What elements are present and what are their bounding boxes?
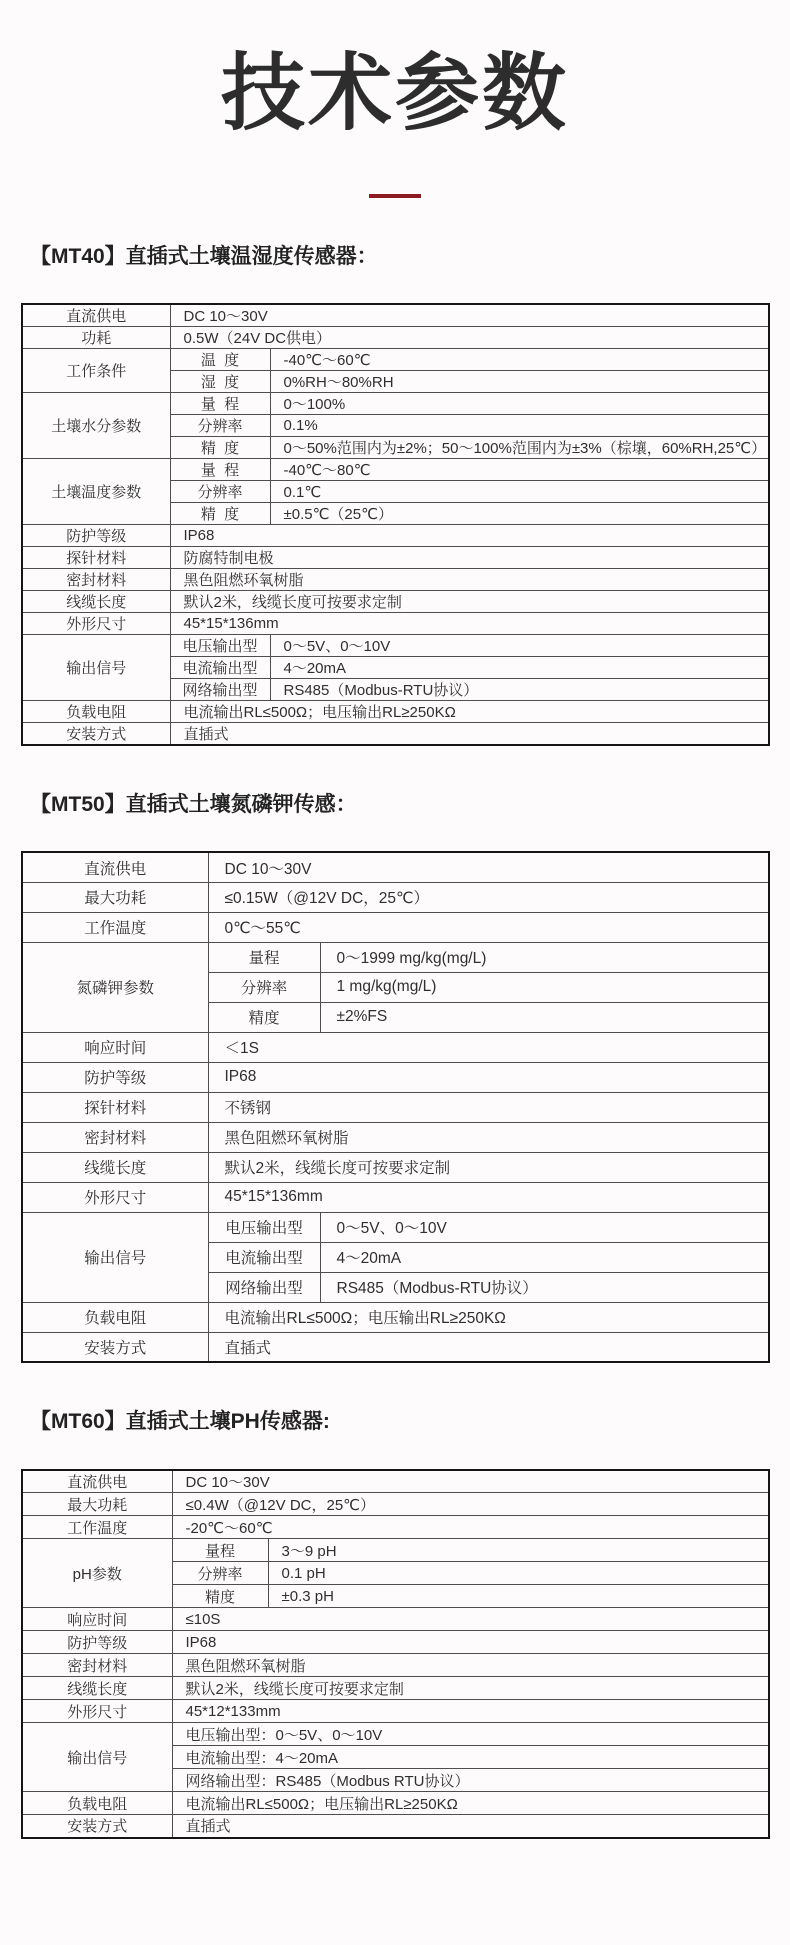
table-row: [22, 723, 769, 746]
table-row: [22, 1302, 769, 1332]
row-label-cell: 安装方式: [22, 1332, 208, 1362]
accent-divider: [369, 194, 421, 198]
row-label-cell: 外形尺寸: [22, 1182, 208, 1212]
row-value-cell: 0～50%范围内为±2%；50～100%范围内为±3%（棕壤，60%RH,25℃）: [270, 437, 769, 459]
row-subname-cell: 精 度: [170, 437, 270, 459]
row-value-cell: 0℃～55℃: [208, 912, 769, 942]
table-row: [22, 1493, 769, 1516]
row-value-cell: 默认2米，线缆长度可按要求定制: [170, 591, 769, 613]
row-value-cell: DC 10～30V: [208, 852, 769, 882]
row-value-cell: 直插式: [208, 1332, 769, 1362]
row-subname-cell: 分辨率: [172, 1562, 268, 1585]
row-value-cell: ±0.3 pH: [268, 1585, 769, 1608]
section-mt60: [0, 1409, 790, 1838]
table-row: [22, 1122, 769, 1152]
row-label-cell: 密封材料: [22, 1654, 172, 1677]
row-value-cell: 网络输出型：RS485（Modbus RTU协议）: [172, 1769, 769, 1792]
row-label-cell: 外形尺寸: [22, 613, 170, 635]
row-value-cell: 0.1℃: [270, 481, 769, 503]
row-subname-cell: 量程: [208, 942, 320, 972]
row-value-cell: 电压输出型：0～5V、0～10V: [172, 1723, 769, 1746]
row-value-cell: 不锈钢: [208, 1092, 769, 1122]
row-value-cell: 电流输出型：4～20mA: [172, 1746, 769, 1769]
row-value-cell: 0～1999 mg/kg(mg/L): [320, 942, 769, 972]
table-row: [22, 912, 769, 942]
row-subname-cell: 分辨率: [170, 481, 270, 503]
table-row: [22, 1677, 769, 1700]
row-label-cell: 防护等级: [22, 1631, 172, 1654]
row-label-cell: 直流供电: [22, 1470, 172, 1493]
section-mt40: [0, 244, 790, 746]
row-value-cell: 黑色阻燃环氧树脂: [172, 1654, 769, 1677]
row-label-cell: 工作条件: [22, 349, 170, 393]
row-subname-cell: 网络输出型: [208, 1272, 320, 1302]
section-heading-mt50: 【MT50】直插式土壤氮磷钾传感：: [30, 793, 357, 817]
specs-table-mt40: [21, 303, 770, 746]
row-value-cell: 45*12*133mm: [172, 1700, 769, 1723]
row-value-cell: RS485（Modbus-RTU协议）: [320, 1272, 769, 1302]
row-value-cell: DC 10～30V: [172, 1470, 769, 1493]
row-label-cell: 最大功耗: [22, 1493, 172, 1516]
row-subname-cell: 温 度: [170, 349, 270, 371]
table-row: [22, 547, 769, 569]
table-row: [22, 1815, 769, 1838]
table-row: [22, 1539, 769, 1562]
row-value-cell: 0%RH～80%RH: [270, 371, 769, 393]
row-value-cell: IP68: [170, 525, 769, 547]
table-row: [22, 459, 769, 481]
row-value-cell: 45*15*136mm: [208, 1182, 769, 1212]
table-row: [22, 701, 769, 723]
table-row: [22, 591, 769, 613]
row-value-cell: 黑色阻燃环氧树脂: [170, 569, 769, 591]
row-subname-cell: 量 程: [170, 459, 270, 481]
row-value-cell: DC 10～30V: [170, 304, 769, 327]
row-label-cell: 外形尺寸: [22, 1700, 172, 1723]
row-value-cell: 0.1 pH: [268, 1562, 769, 1585]
row-value-cell: 黑色阻燃环氧树脂: [208, 1122, 769, 1152]
row-label-cell: 密封材料: [22, 569, 170, 591]
row-subname-cell: 湿 度: [170, 371, 270, 393]
row-value-cell: 3～9 pH: [268, 1539, 769, 1562]
row-value-cell: -20℃～60℃: [172, 1516, 769, 1539]
table-row: [22, 1182, 769, 1212]
row-value-cell: 默认2米，线缆长度可按要求定制: [172, 1677, 769, 1700]
row-subname-cell: 电流输出型: [170, 657, 270, 679]
table-row: [22, 1470, 769, 1493]
row-label-cell: 土壤温度参数: [22, 459, 170, 525]
row-label-cell: pH参数: [22, 1539, 172, 1608]
row-value-cell: 电流输出RL≤500Ω；电压输出RL≥250KΩ: [170, 701, 769, 723]
table-row: [22, 393, 769, 415]
row-label-cell: 最大功耗: [22, 882, 208, 912]
table-row: [22, 882, 769, 912]
row-value-cell: 0.5W（24V DC供电）: [170, 327, 769, 349]
row-label-cell: 线缆长度: [22, 1677, 172, 1700]
row-value-cell: ±2%FS: [320, 1002, 769, 1032]
table-row: [22, 1032, 769, 1062]
section-mt50: [0, 792, 790, 1363]
row-label-cell: 土壤水分参数: [22, 393, 170, 459]
table-row: [22, 1212, 769, 1242]
row-label-cell: 响应时间: [22, 1608, 172, 1631]
row-value-cell: 45*15*136mm: [170, 613, 769, 635]
row-label-cell: 响应时间: [22, 1032, 208, 1062]
row-subname-cell: 精 度: [170, 503, 270, 525]
row-value-cell: 0～100%: [270, 393, 769, 415]
row-value-cell: 4～20mA: [320, 1242, 769, 1272]
table-row: [22, 1062, 769, 1092]
table-row: [22, 852, 769, 882]
row-subname-cell: 精度: [208, 1002, 320, 1032]
row-label-cell: 输出信号: [22, 635, 170, 701]
row-value-cell: 直插式: [170, 723, 769, 746]
row-subname-cell: 分辨率: [208, 972, 320, 1002]
row-value-cell: -40℃～80℃: [270, 459, 769, 481]
table-row: [22, 1608, 769, 1631]
row-label-cell: 直流供电: [22, 304, 170, 327]
row-subname-cell: 精度: [172, 1585, 268, 1608]
row-label-cell: 线缆长度: [22, 1152, 208, 1182]
table-row: [22, 304, 769, 327]
row-value-cell: 电流输出RL≤500Ω；电压输出RL≥250KΩ: [208, 1302, 769, 1332]
row-subname-cell: 分辨率: [170, 415, 270, 437]
row-value-cell: IP68: [172, 1631, 769, 1654]
page-title: 技术参数: [220, 46, 569, 140]
row-label-cell: 工作温度: [22, 912, 208, 942]
table-row: [22, 1152, 769, 1182]
row-label-cell: 负载电阻: [22, 1792, 172, 1815]
row-subname-cell: 电压输出型: [170, 635, 270, 657]
row-label-cell: 功耗: [22, 327, 170, 349]
row-label-cell: 防护等级: [22, 1062, 208, 1092]
table-row: [22, 1700, 769, 1723]
row-label-cell: 负载电阻: [22, 1302, 208, 1332]
row-subname-cell: 量程: [172, 1539, 268, 1562]
table-row: [22, 1723, 769, 1746]
row-value-cell: 4～20mA: [270, 657, 769, 679]
row-label-cell: 线缆长度: [22, 591, 170, 613]
row-value-cell: 1 mg/kg(mg/L): [320, 972, 769, 1002]
row-label-cell: 氮磷钾参数: [22, 942, 208, 1032]
row-subname-cell: 量 程: [170, 393, 270, 415]
row-label-cell: 密封材料: [22, 1122, 208, 1152]
table-row: [22, 1332, 769, 1362]
row-value-cell: ≤0.15W（@12V DC，25℃）: [208, 882, 769, 912]
row-value-cell: RS485（Modbus-RTU协议）: [270, 679, 769, 701]
table-row: [22, 1654, 769, 1677]
row-label-cell: 防护等级: [22, 525, 170, 547]
row-value-cell: 默认2米，线缆长度可按要求定制: [208, 1152, 769, 1182]
table-row: [22, 635, 769, 657]
row-value-cell: ±0.5℃（25℃）: [270, 503, 769, 525]
row-label-cell: 工作温度: [22, 1516, 172, 1539]
row-label-cell: 直流供电: [22, 852, 208, 882]
table-row: [22, 1631, 769, 1654]
specs-table-mt50: [21, 851, 770, 1363]
row-value-cell: 电流输出RL≤500Ω；电压输出RL≥250KΩ: [172, 1792, 769, 1815]
table-row: [22, 613, 769, 635]
table-row: [22, 327, 769, 349]
specs-table-mt60: [21, 1469, 770, 1839]
table-row: [22, 349, 769, 371]
row-value-cell: ＜1S: [208, 1032, 769, 1062]
table-row: [22, 1092, 769, 1122]
table-row: [22, 569, 769, 591]
row-label-cell: 探针材料: [22, 1092, 208, 1122]
row-label-cell: 负载电阻: [22, 701, 170, 723]
row-label-cell: 输出信号: [22, 1212, 208, 1302]
table-row: [22, 942, 769, 972]
row-value-cell: ≤0.4W（@12V DC，25℃）: [172, 1493, 769, 1516]
table-row: [22, 525, 769, 547]
row-value-cell: 直插式: [172, 1815, 769, 1838]
row-value-cell: 0.1%: [270, 415, 769, 437]
row-value-cell: ≤10S: [172, 1608, 769, 1631]
row-value-cell: 0～5V、0～10V: [270, 635, 769, 657]
row-label-cell: 安装方式: [22, 1815, 172, 1838]
row-value-cell: 防腐特制电极: [170, 547, 769, 569]
section-heading-mt60: 【MT60】直插式土壤PH传感器:: [30, 1410, 330, 1434]
row-subname-cell: 网络输出型: [170, 679, 270, 701]
row-subname-cell: 电流输出型: [208, 1242, 320, 1272]
section-heading-mt40: 【MT40】直插式土壤温湿度传感器：: [30, 245, 378, 269]
row-label-cell: 探针材料: [22, 547, 170, 569]
row-subname-cell: 电压输出型: [208, 1212, 320, 1242]
row-label-cell: 输出信号: [22, 1723, 172, 1792]
row-value-cell: 0～5V、0～10V: [320, 1212, 769, 1242]
row-value-cell: -40℃～60℃: [270, 349, 769, 371]
row-label-cell: 安装方式: [22, 723, 170, 746]
table-row: [22, 1516, 769, 1539]
row-value-cell: IP68: [208, 1062, 769, 1092]
table-row: [22, 1792, 769, 1815]
